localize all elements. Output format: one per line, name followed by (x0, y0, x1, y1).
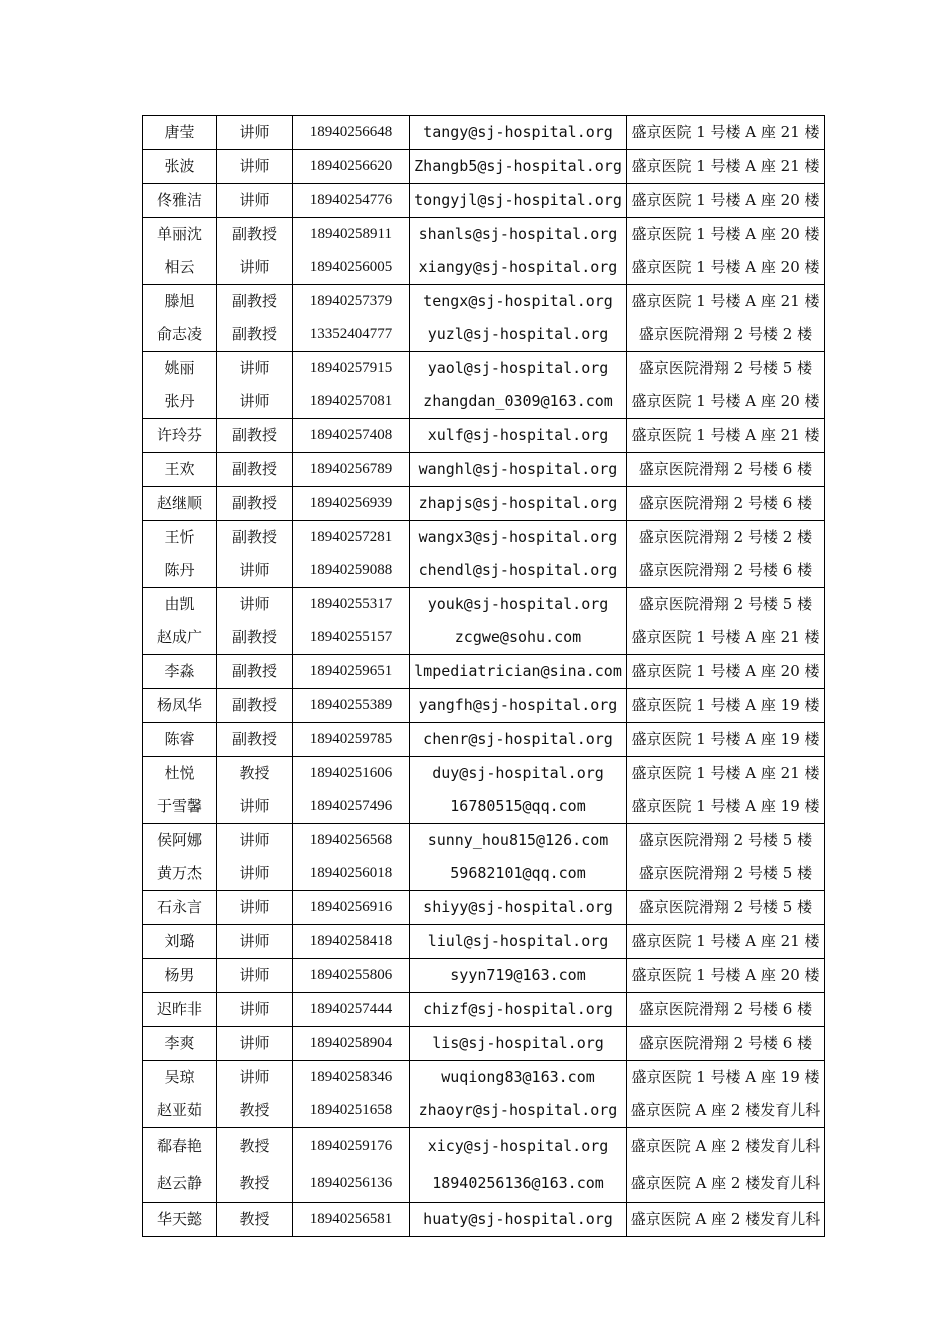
table-row (143, 689, 825, 723)
email-cell: zcgwe@sohu.com (410, 621, 627, 655)
title-cell: 讲师 (217, 925, 293, 959)
phone-cell: 18940256789 (293, 453, 410, 487)
name-cell: 陈睿 (143, 723, 217, 757)
name-cell: 刘璐 (143, 925, 217, 959)
address-cell: 盛京医院 1 号楼 A 座 21 楼 (627, 116, 825, 150)
address-cell: 盛京医院 1 号楼 A 座 20 楼 (627, 959, 825, 993)
phone-cell: 18940258418 (293, 925, 410, 959)
name-cell: 陈丹 (143, 554, 217, 588)
title-cell: 讲师 (217, 1061, 293, 1095)
address-cell: 盛京医院滑翔 2 号楼 5 楼 (627, 891, 825, 925)
email-cell: zhangdan_0309@163.com (410, 385, 627, 419)
address-cell: 盛京医院滑翔 2 号楼 5 楼 (627, 352, 825, 386)
title-cell: 讲师 (217, 857, 293, 891)
phone-cell: 18940256648 (293, 116, 410, 150)
address-cell: 盛京医院 A 座 2 楼发育儿科 (627, 1128, 825, 1166)
phone-cell: 18940255389 (293, 689, 410, 723)
email-cell: liul@sj-hospital.org (410, 925, 627, 959)
table-row (143, 790, 825, 824)
name-cell: 王欢 (143, 453, 217, 487)
email-cell: youk@sj-hospital.org (410, 588, 627, 622)
title-cell: 讲师 (217, 184, 293, 218)
title-cell: 教授 (217, 1165, 293, 1203)
email-cell: shiyy@sj-hospital.org (410, 891, 627, 925)
address-cell: 盛京医院 1 号楼 A 座 21 楼 (627, 925, 825, 959)
phone-cell: 18940255317 (293, 588, 410, 622)
address-cell: 盛京医院 1 号楼 A 座 21 楼 (627, 621, 825, 655)
address-cell: 盛京医院滑翔 2 号楼 6 楼 (627, 993, 825, 1027)
address-cell: 盛京医院滑翔 2 号楼 6 楼 (627, 554, 825, 588)
name-cell: 张波 (143, 150, 217, 184)
name-cell: 由凯 (143, 588, 217, 622)
address-cell: 盛京医院 A 座 2 楼发育儿科 (627, 1203, 825, 1237)
title-cell: 教授 (217, 1094, 293, 1128)
table-row (143, 588, 825, 622)
phone-cell: 18940257081 (293, 385, 410, 419)
phone-cell: 18940257915 (293, 352, 410, 386)
phone-cell: 18940257496 (293, 790, 410, 824)
table-row (143, 218, 825, 252)
table-row (143, 352, 825, 386)
name-cell: 赵亚茹 (143, 1094, 217, 1128)
email-cell: tongyjl@sj-hospital.org (410, 184, 627, 218)
title-cell: 讲师 (217, 959, 293, 993)
title-cell: 副教授 (217, 621, 293, 655)
email-cell: lmpediatrician@sina.com (410, 655, 627, 689)
address-cell: 盛京医院 1 号楼 A 座 21 楼 (627, 150, 825, 184)
table-row (143, 487, 825, 521)
address-cell: 盛京医院 1 号楼 A 座 19 楼 (627, 790, 825, 824)
title-cell: 副教授 (217, 655, 293, 689)
email-cell: zhapjs@sj-hospital.org (410, 487, 627, 521)
email-cell: chizf@sj-hospital.org (410, 993, 627, 1027)
title-cell: 副教授 (217, 521, 293, 555)
email-cell: tangy@sj-hospital.org (410, 116, 627, 150)
name-cell: 华天懿 (143, 1203, 217, 1237)
email-cell: duy@sj-hospital.org (410, 757, 627, 791)
email-cell: Zhangb5@sj-hospital.org (410, 150, 627, 184)
address-cell: 盛京医院 1 号楼 A 座 20 楼 (627, 655, 825, 689)
phone-cell: 13352404777 (293, 318, 410, 352)
table-row (143, 385, 825, 419)
title-cell: 讲师 (217, 116, 293, 150)
name-cell: 佟雅洁 (143, 184, 217, 218)
title-cell: 副教授 (217, 689, 293, 723)
phone-cell: 18940255806 (293, 959, 410, 993)
name-cell: 李淼 (143, 655, 217, 689)
name-cell: 唐莹 (143, 116, 217, 150)
title-cell: 讲师 (217, 1027, 293, 1061)
table-row (143, 1094, 825, 1128)
table-row (143, 318, 825, 352)
phone-cell: 18940256581 (293, 1203, 410, 1237)
phone-cell: 18940258346 (293, 1061, 410, 1095)
title-cell: 讲师 (217, 993, 293, 1027)
table-row (143, 857, 825, 891)
table-row (143, 621, 825, 655)
table-row (143, 521, 825, 555)
email-cell: shanls@sj-hospital.org (410, 218, 627, 252)
address-cell: 盛京医院 1 号楼 A 座 20 楼 (627, 251, 825, 285)
table-row (143, 1027, 825, 1061)
name-cell: 侯阿娜 (143, 824, 217, 858)
phone-cell: 18940256939 (293, 487, 410, 521)
phone-cell: 18940255157 (293, 621, 410, 655)
phone-cell: 18940259785 (293, 723, 410, 757)
address-cell: 盛京医院滑翔 2 号楼 6 楼 (627, 453, 825, 487)
email-cell: yaol@sj-hospital.org (410, 352, 627, 386)
name-cell: 俞志凌 (143, 318, 217, 352)
email-cell: 18940256136@163.com (410, 1165, 627, 1203)
name-cell: 单丽沈 (143, 218, 217, 252)
phone-cell: 18940259088 (293, 554, 410, 588)
name-cell: 杨男 (143, 959, 217, 993)
phone-cell: 18940258911 (293, 218, 410, 252)
table-row (143, 925, 825, 959)
address-cell: 盛京医院滑翔 2 号楼 2 楼 (627, 318, 825, 352)
table-row (143, 757, 825, 791)
phone-cell: 18940256568 (293, 824, 410, 858)
table-row (143, 184, 825, 218)
phone-cell: 18940254776 (293, 184, 410, 218)
title-cell: 副教授 (217, 419, 293, 453)
table-row (143, 251, 825, 285)
name-cell: 郗春艳 (143, 1128, 217, 1166)
address-cell: 盛京医院 1 号楼 A 座 21 楼 (627, 757, 825, 791)
table-row (143, 723, 825, 757)
title-cell: 副教授 (217, 487, 293, 521)
email-cell: xiangy@sj-hospital.org (410, 251, 627, 285)
address-cell: 盛京医院滑翔 2 号楼 6 楼 (627, 487, 825, 521)
name-cell: 石永言 (143, 891, 217, 925)
title-cell: 讲师 (217, 824, 293, 858)
name-cell: 张丹 (143, 385, 217, 419)
email-cell: xulf@sj-hospital.org (410, 419, 627, 453)
staff-contact-table (142, 115, 825, 1237)
title-cell: 讲师 (217, 588, 293, 622)
name-cell: 于雪馨 (143, 790, 217, 824)
title-cell: 教授 (217, 757, 293, 791)
name-cell: 迟昨非 (143, 993, 217, 1027)
title-cell: 教授 (217, 1203, 293, 1237)
phone-cell: 18940257379 (293, 285, 410, 319)
title-cell: 教授 (217, 1128, 293, 1166)
table-row (143, 959, 825, 993)
table-body (143, 116, 825, 1237)
title-cell: 讲师 (217, 891, 293, 925)
address-cell: 盛京医院滑翔 2 号楼 5 楼 (627, 588, 825, 622)
email-cell: zhaoyr@sj-hospital.org (410, 1094, 627, 1128)
name-cell: 相云 (143, 251, 217, 285)
title-cell: 副教授 (217, 285, 293, 319)
name-cell: 李爽 (143, 1027, 217, 1061)
phone-cell: 18940251658 (293, 1094, 410, 1128)
email-cell: wangx3@sj-hospital.org (410, 521, 627, 555)
table-row (143, 891, 825, 925)
phone-cell: 18940259176 (293, 1128, 410, 1166)
table-row (143, 655, 825, 689)
address-cell: 盛京医院 1 号楼 A 座 21 楼 (627, 419, 825, 453)
table-row (143, 116, 825, 150)
phone-cell: 18940256136 (293, 1165, 410, 1203)
phone-cell: 18940259651 (293, 655, 410, 689)
table-row (143, 824, 825, 858)
address-cell: 盛京医院滑翔 2 号楼 2 楼 (627, 521, 825, 555)
table-row (143, 453, 825, 487)
email-cell: huaty@sj-hospital.org (410, 1203, 627, 1237)
email-cell: 16780515@qq.com (410, 790, 627, 824)
name-cell: 赵成广 (143, 621, 217, 655)
table-row (143, 1203, 825, 1237)
address-cell: 盛京医院 1 号楼 A 座 21 楼 (627, 285, 825, 319)
title-cell: 副教授 (217, 453, 293, 487)
phone-cell: 18940256018 (293, 857, 410, 891)
table-row (143, 419, 825, 453)
phone-cell: 18940258904 (293, 1027, 410, 1061)
title-cell: 副教授 (217, 218, 293, 252)
title-cell: 讲师 (217, 150, 293, 184)
table-row (143, 1128, 825, 1166)
phone-cell: 18940257444 (293, 993, 410, 1027)
email-cell: xicy@sj-hospital.org (410, 1128, 627, 1166)
title-cell: 讲师 (217, 554, 293, 588)
address-cell: 盛京医院 1 号楼 A 座 20 楼 (627, 385, 825, 419)
table-row (143, 554, 825, 588)
email-cell: yangfh@sj-hospital.org (410, 689, 627, 723)
name-cell: 王忻 (143, 521, 217, 555)
address-cell: 盛京医院 1 号楼 A 座 19 楼 (627, 689, 825, 723)
name-cell: 黄万杰 (143, 857, 217, 891)
email-cell: chenr@sj-hospital.org (410, 723, 627, 757)
email-cell: sunny_hou815@126.com (410, 824, 627, 858)
address-cell: 盛京医院 A 座 2 楼发育儿科 (627, 1094, 825, 1128)
name-cell: 赵继顺 (143, 487, 217, 521)
name-cell: 赵云静 (143, 1165, 217, 1203)
address-cell: 盛京医院 A 座 2 楼发育儿科 (627, 1165, 825, 1203)
name-cell: 姚丽 (143, 352, 217, 386)
email-cell: syyn719@163.com (410, 959, 627, 993)
address-cell: 盛京医院 1 号楼 A 座 19 楼 (627, 1061, 825, 1095)
email-cell: lis@sj-hospital.org (410, 1027, 627, 1061)
address-cell: 盛京医院 1 号楼 A 座 19 楼 (627, 723, 825, 757)
table-row (143, 1061, 825, 1095)
phone-cell: 18940257281 (293, 521, 410, 555)
address-cell: 盛京医院 1 号楼 A 座 20 楼 (627, 184, 825, 218)
email-cell: chendl@sj-hospital.org (410, 554, 627, 588)
table-row (143, 993, 825, 1027)
title-cell: 讲师 (217, 352, 293, 386)
title-cell: 讲师 (217, 385, 293, 419)
name-cell: 滕旭 (143, 285, 217, 319)
name-cell: 许玲芬 (143, 419, 217, 453)
address-cell: 盛京医院滑翔 2 号楼 6 楼 (627, 1027, 825, 1061)
email-cell: tengx@sj-hospital.org (410, 285, 627, 319)
title-cell: 副教授 (217, 318, 293, 352)
email-cell: wuqiong83@163.com (410, 1061, 627, 1095)
address-cell: 盛京医院滑翔 2 号楼 5 楼 (627, 857, 825, 891)
email-cell: yuzl@sj-hospital.org (410, 318, 627, 352)
name-cell: 杨凤华 (143, 689, 217, 723)
title-cell: 副教授 (217, 723, 293, 757)
phone-cell: 18940256620 (293, 150, 410, 184)
name-cell: 吴琼 (143, 1061, 217, 1095)
table-row (143, 150, 825, 184)
phone-cell: 18940256916 (293, 891, 410, 925)
phone-cell: 18940256005 (293, 251, 410, 285)
name-cell: 杜悦 (143, 757, 217, 791)
phone-cell: 18940251606 (293, 757, 410, 791)
title-cell: 讲师 (217, 790, 293, 824)
address-cell: 盛京医院 1 号楼 A 座 20 楼 (627, 218, 825, 252)
title-cell: 讲师 (217, 251, 293, 285)
email-cell: wanghl@sj-hospital.org (410, 453, 627, 487)
phone-cell: 18940257408 (293, 419, 410, 453)
table-row (143, 285, 825, 319)
address-cell: 盛京医院滑翔 2 号楼 5 楼 (627, 824, 825, 858)
email-cell: 59682101@qq.com (410, 857, 627, 891)
table-row (143, 1165, 825, 1203)
